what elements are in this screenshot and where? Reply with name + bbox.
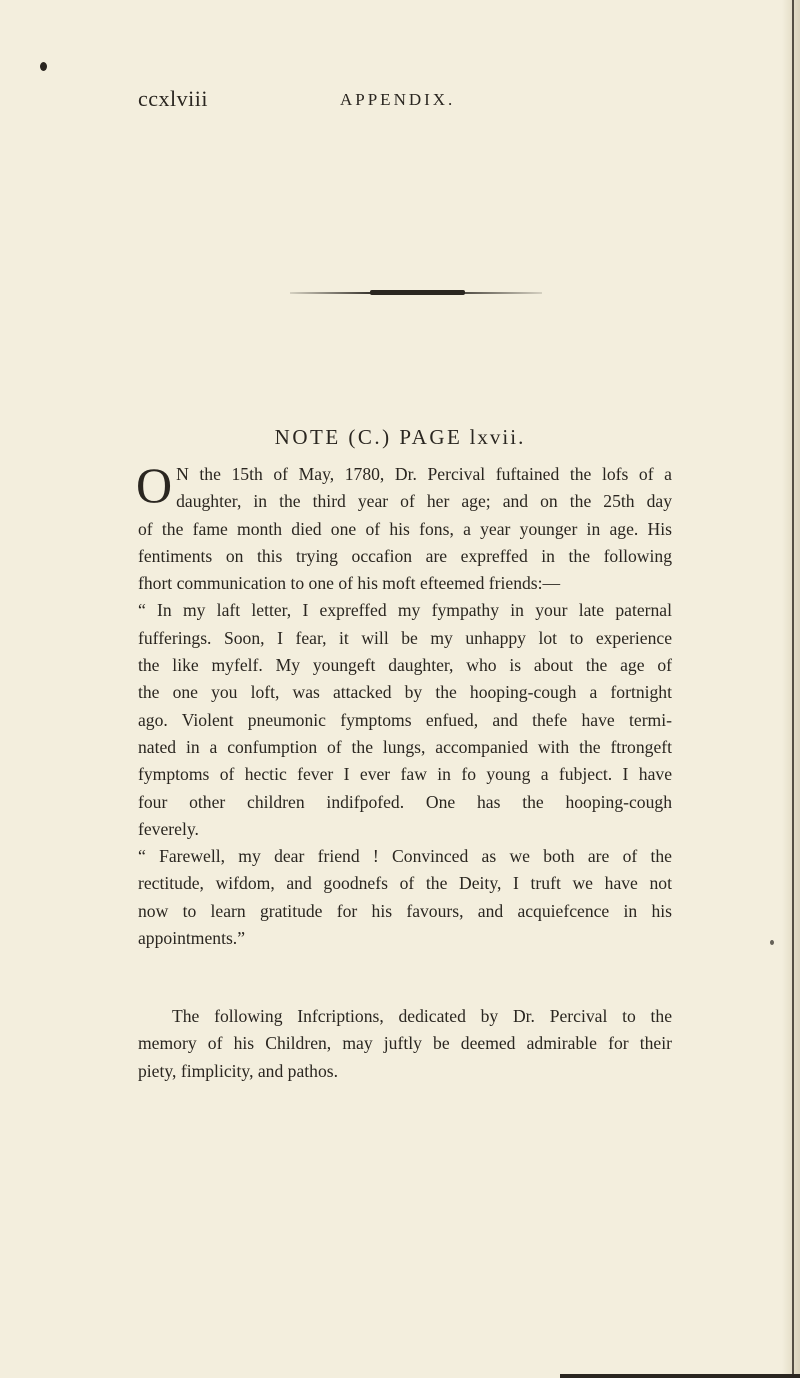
text-line: feverely. (138, 818, 199, 839)
running-head (0, 86, 800, 116)
note-heading-prefix: NOTE (C.) PAGE (274, 425, 463, 449)
text-line: N the 15th of May, 1780, Dr. Percival fuftained the lofs of a (176, 464, 672, 484)
bottom-shadow-bar (560, 1374, 800, 1378)
text-line: appointments.” (138, 928, 246, 949)
text-line: “ Farewell, my dear friend ! Convinced as we both are of the (138, 846, 672, 867)
drop-cap: O (136, 457, 173, 513)
text-line: piety, fimplicity, and pathos. (138, 1060, 339, 1081)
paragraph-1 (136, 457, 672, 597)
text-line: memory of his Children, may juftly be deemed admirable for their (138, 1033, 672, 1054)
ink-speck (770, 940, 774, 945)
text-line: the like myfelf. My youngeft daughter, who is about the age of (138, 655, 672, 676)
text-line: rectitude, wifdom, and goodnefs of the Deity, I truft we have not (138, 873, 672, 894)
paragraph-2 (138, 597, 672, 843)
paragraph-4 (138, 1003, 672, 1085)
text-line: the one you loft, was attacked by the hooping-cough a fortnight (138, 682, 672, 703)
text-line: nated in a confumption of the lungs, accompanied with the ftrongeft (138, 736, 672, 757)
note-heading-page-ref: lxvii. (469, 425, 526, 449)
text-line: fentiments on this trying occafion are expreffed in the following (138, 545, 672, 566)
text-line: fufferings. Soon, I fear, it will be my unhappy lot to experience (138, 627, 672, 648)
note-heading (0, 425, 800, 450)
paragraph-3 (138, 843, 672, 952)
body-text (136, 457, 672, 952)
page-edge (782, 0, 800, 1378)
text-line: now to learn gratitude for his favours, and acquiefcence in his (138, 900, 672, 921)
text-line: “ In my laft letter, I expreffed my fympathy in your late paternal (138, 600, 672, 621)
text-line: of the fame month died one of his fons, a year younger in age. His (138, 518, 672, 539)
text-line: daughter, in the third year of her age; and on the 25th day (176, 491, 672, 512)
ink-speck (40, 62, 47, 71)
running-title: APPENDIX. (340, 90, 456, 109)
ornamental-rule-center (370, 290, 465, 295)
page-number: ccxlviii (138, 86, 208, 111)
text-line: fymptoms of hectic fever I ever faw in fo young a fubject. I have (138, 764, 672, 785)
text-line: fhort communication to one of his moft efteemed friends:— (138, 573, 561, 594)
text-line: four other children indifpofed. One has the hooping-cough (138, 791, 672, 812)
text-line: The following Infcriptions, dedicated by Dr. Percival to the (172, 1006, 672, 1026)
text-line: ago. Violent pneumonic fymptoms enfued, and thefe have termi- (138, 709, 672, 730)
